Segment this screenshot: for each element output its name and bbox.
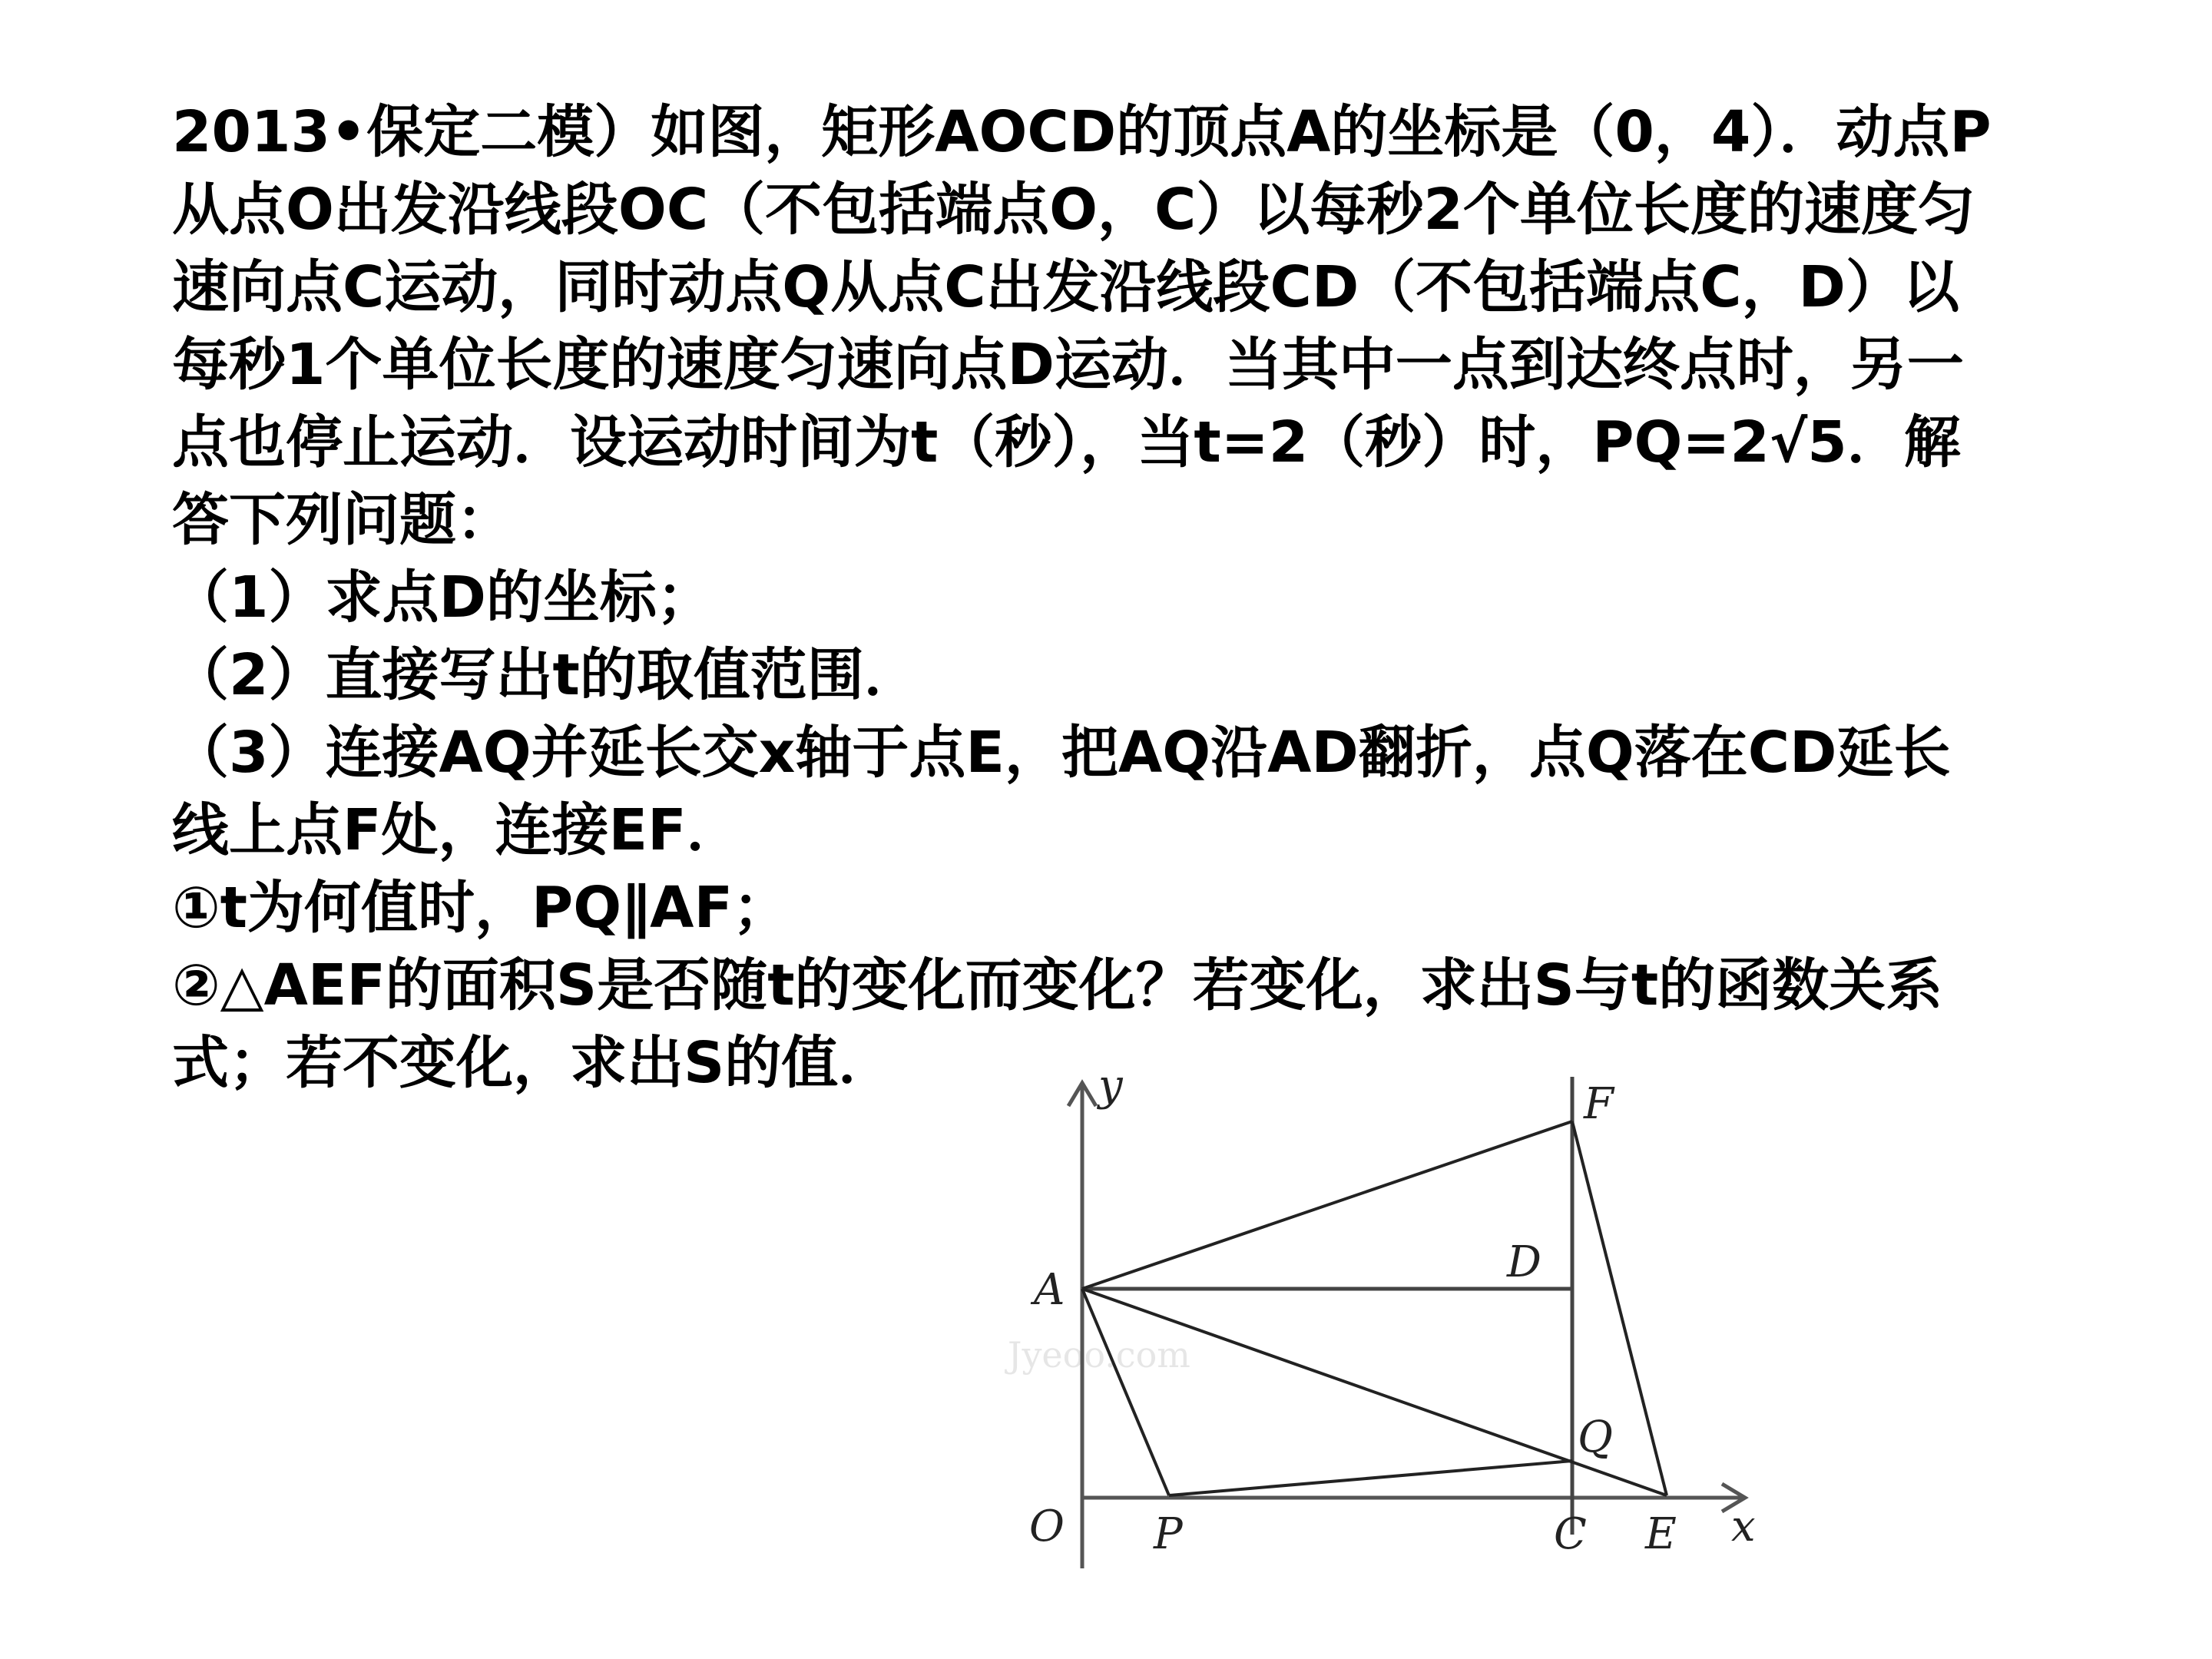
segment-af — [1082, 1121, 1572, 1289]
label-f: F — [1584, 1079, 1614, 1129]
question-2: （2）直接写出t的取值范围． — [172, 642, 921, 708]
geometry-figure — [991, 1060, 1782, 1582]
problem-line: 速向点C运动，同时动点Q从点C出发沿线段CD（不包括端点C，D）以 — [172, 254, 1959, 320]
question-3-part-1: ①t为何值时，PQ∥AF； — [172, 875, 790, 941]
question-1: （1）求点D的坐标； — [172, 565, 714, 631]
label-d: D — [1507, 1237, 1541, 1287]
problem-line: 2013•保定二模）如图，矩形AOCD的顶点A的坐标是（0，4）．动点P — [172, 99, 1992, 165]
geometry-diagram — [991, 1060, 1782, 1582]
segment-ae — [1082, 1289, 1667, 1495]
label-y: y — [1098, 1061, 1123, 1111]
segment-ap — [1082, 1289, 1169, 1495]
watermark: Jyeoo.com — [1008, 1334, 1190, 1376]
label-p: P — [1154, 1509, 1183, 1559]
question-3: （3）连接AQ并延长交x轴于点E，把AQ沿AD翻折，点Q落在CD延长 — [172, 720, 1951, 786]
problem-line: 从点O出发沿线段OC（不包括端点O，C）以每秒2个单位长度的速度匀 — [172, 177, 1975, 243]
label-e: E — [1645, 1509, 1677, 1559]
question-3-cont: 线上点F处，连接EF． — [172, 797, 743, 863]
problem-line: 点也停止运动．设运动时间为t（秒），当t=2（秒）时，PQ=2√5．解 — [172, 409, 1961, 475]
segment-pq — [1169, 1461, 1572, 1495]
label-x: x — [1731, 1502, 1756, 1551]
question-3-part-2-cont: 式；若不变化，求出S的值． — [172, 1030, 896, 1096]
label-o: O — [1029, 1502, 1065, 1551]
problem-line: 每秒1个单位长度的速度匀速向点D运动．当其中一点到达终点时，另一 — [172, 332, 1964, 398]
question-3-part-2: ②△AEF的面积S是否随t的变化而变化？若变化，求出S与t的函数关系 — [172, 952, 1943, 1018]
label-q: Q — [1578, 1412, 1613, 1462]
label-a: A — [1034, 1265, 1065, 1315]
label-c: C — [1554, 1509, 1587, 1559]
problem-text — [172, 94, 2138, 1102]
problem-line: 答下列问题： — [172, 487, 513, 553]
